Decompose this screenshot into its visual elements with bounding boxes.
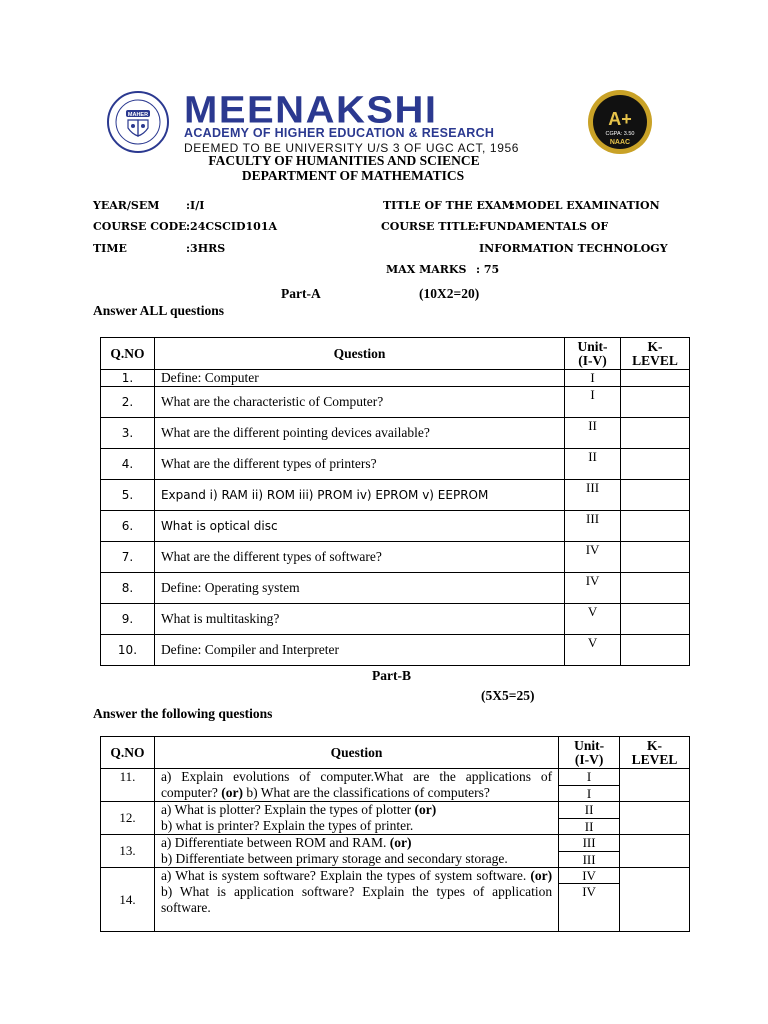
table-row [101, 480, 690, 511]
table-row [101, 418, 690, 449]
question-unit: I [559, 769, 620, 786]
question-k-level [621, 573, 690, 604]
question-unit: III [565, 511, 621, 542]
table-row [101, 635, 690, 666]
question-unit: III [565, 480, 621, 511]
question-number: 2. [101, 387, 155, 418]
header-qno: Q.NO [101, 737, 155, 769]
question-k-level [621, 604, 690, 635]
question-unit: III [559, 835, 620, 852]
brand-tagline: DEEMED TO BE UNIVERSITY U/S 3 OF UGC ACT, 1956 [184, 141, 520, 155]
option-a: a) Explain evolutions of computer.What are the applications of computer? [160, 769, 553, 800]
question-number: 12. [101, 802, 155, 835]
question-text: What is multitasking? [154, 604, 564, 635]
question-text: What is optical disc [154, 511, 564, 542]
question-k-level [620, 868, 690, 932]
question-unit: I [565, 370, 621, 387]
table-row [101, 769, 690, 786]
question-k-level [621, 511, 690, 542]
header-unit [565, 338, 621, 370]
question-number: 14. [101, 868, 155, 932]
max-marks-label: MAX MARKS [386, 263, 467, 276]
brand-subtitle: ACADEMY OF HIGHER EDUCATION & RESEARCH [184, 126, 495, 140]
department-title: DEPARTMENT OF MATHEMATICS [241, 168, 465, 183]
part-a-instruction: Answer ALL questions [93, 303, 225, 318]
part-a-table [100, 337, 690, 666]
question-text [154, 769, 558, 802]
question-text: What are the different pointing devices available? [154, 418, 564, 449]
question-text: Define: Operating system [154, 573, 564, 604]
question-k-level [620, 802, 690, 835]
header-qno: Q.NO [101, 338, 155, 370]
part-a-header-row [101, 338, 690, 370]
question-unit: IV [559, 884, 620, 932]
question-unit: II [565, 418, 621, 449]
question-number: 6. [101, 511, 155, 542]
year-value: :I/I [186, 199, 205, 212]
question-number: 1. [101, 370, 155, 387]
header-question: Question [154, 338, 564, 370]
part-b-table [100, 736, 690, 932]
question-unit: I [565, 387, 621, 418]
naac-badge-icon [583, 88, 657, 156]
question-text [154, 835, 558, 868]
question-text [154, 868, 558, 932]
table-row [101, 542, 690, 573]
header-k-line2: LEVEL [631, 751, 678, 767]
header-unit-line1: Unit- [577, 338, 608, 354]
option-a: a) Differentiate between ROM and RAM. [160, 835, 387, 850]
table-row [101, 370, 690, 387]
naac-label: NAAC [609, 139, 631, 146]
table-row [101, 511, 690, 542]
question-unit: V [565, 635, 621, 666]
question-k-level [621, 387, 690, 418]
header-unit [559, 737, 620, 769]
course-title-value-2: INFORMATION TECHNOLOGY [479, 242, 668, 255]
question-k-level [621, 449, 690, 480]
table-row [101, 802, 690, 819]
table-row [101, 868, 690, 884]
year-label: YEAR/SEM [93, 199, 160, 212]
university-seal-icon [96, 90, 180, 154]
header-k-line2: LEVEL [632, 352, 678, 368]
question-number: 8. [101, 573, 155, 604]
part-a-title: Part-A [281, 286, 321, 301]
exam-title-value: :MODEL EXAMINATION [511, 199, 660, 212]
course-title-label: COURSE TITLE [381, 220, 476, 233]
time-value: :3HRS [186, 242, 226, 255]
question-text: What are the different types of software? [154, 542, 564, 573]
course-code-value: :24CSCID101A [186, 220, 278, 233]
header-unit-line2: (I-V) [574, 751, 604, 767]
header-question: Question [154, 737, 558, 769]
or-label: (or) [414, 802, 437, 817]
question-k-level [621, 480, 690, 511]
option-a: a) What is system software? Explain the types of system software. [160, 868, 527, 883]
question-text: Define: Compiler and Interpreter [154, 635, 564, 666]
question-unit: II [559, 818, 620, 835]
exam-title-label: TITLE OF THE EXAM [383, 199, 514, 212]
time-label: TIME [93, 242, 127, 255]
question-number: 11. [101, 769, 155, 802]
question-text: What are the characteristic of Computer? [154, 387, 564, 418]
question-k-level [620, 769, 690, 802]
question-k-level [621, 370, 690, 387]
question-text: Define: Computer [154, 370, 564, 387]
brand-name: MEENAKSHI [184, 89, 438, 131]
table-row [101, 835, 690, 852]
question-text [154, 802, 558, 835]
question-number: 9. [101, 604, 155, 635]
option-b: b) what is printer? Explain the types of printer. [160, 818, 414, 833]
or-label: (or) [530, 868, 553, 883]
naac-grade: A+ [608, 109, 632, 129]
header-k-level [620, 737, 690, 769]
question-unit: IV [559, 868, 620, 884]
option-a: a) What is plotter? Explain the types of plotter [160, 802, 412, 817]
part-b-header-row [101, 737, 690, 769]
question-unit: I [559, 785, 620, 802]
question-number: 10. [101, 635, 155, 666]
header-unit-line1: Unit- [574, 737, 605, 753]
seal-text: MAHER [127, 112, 149, 118]
question-text: Expand i) RAM ii) ROM iii) PROM iv) EPROM v) EEPROM [154, 480, 564, 511]
question-text: What are the different types of printers? [154, 449, 564, 480]
question-number: 3. [101, 418, 155, 449]
table-row [101, 573, 690, 604]
question-k-level [620, 835, 690, 868]
question-k-level [621, 635, 690, 666]
question-unit: IV [565, 542, 621, 573]
question-k-level [621, 418, 690, 449]
question-unit: IV [565, 573, 621, 604]
part-b-marks: (5X5=25) [481, 688, 535, 703]
course-code-label: COURSE CODE [93, 220, 187, 233]
header-k-line1: K- [647, 338, 663, 354]
course-title-value: :FUNDAMENTALS OF [475, 220, 609, 233]
option-b: b) What is application software? Explain the types of application software. [160, 884, 553, 915]
part-b-title: Part-B [372, 668, 411, 683]
table-row [101, 604, 690, 635]
question-unit: V [565, 604, 621, 635]
question-unit: III [559, 851, 620, 868]
question-number: 7. [101, 542, 155, 573]
header-unit-line2: (I-V) [578, 352, 607, 368]
question-unit: II [559, 802, 620, 819]
question-number: 4. [101, 449, 155, 480]
faculty-title: FACULTY OF HUMANITIES AND SCIENCE [208, 153, 480, 168]
table-row [101, 449, 690, 480]
header-k-level [621, 338, 690, 370]
question-number: 13. [101, 835, 155, 868]
question-unit: II [565, 449, 621, 480]
or-label: (or) [389, 835, 412, 850]
or-label: (or) [221, 785, 244, 800]
option-b: b) Differentiate between primary storage and secondary storage. [160, 851, 508, 866]
table-row [101, 387, 690, 418]
question-number: 5. [101, 480, 155, 511]
max-marks-value: : 75 [476, 263, 500, 276]
part-b-instruction: Answer the following questions [93, 706, 273, 721]
naac-cgpa: CGPA: 3.50 [605, 131, 635, 137]
option-b: b) What are the classifications of computers? [246, 785, 490, 800]
question-k-level [621, 542, 690, 573]
header-k-line1: K- [647, 737, 663, 753]
part-a-marks: (10X2=20) [419, 286, 480, 301]
